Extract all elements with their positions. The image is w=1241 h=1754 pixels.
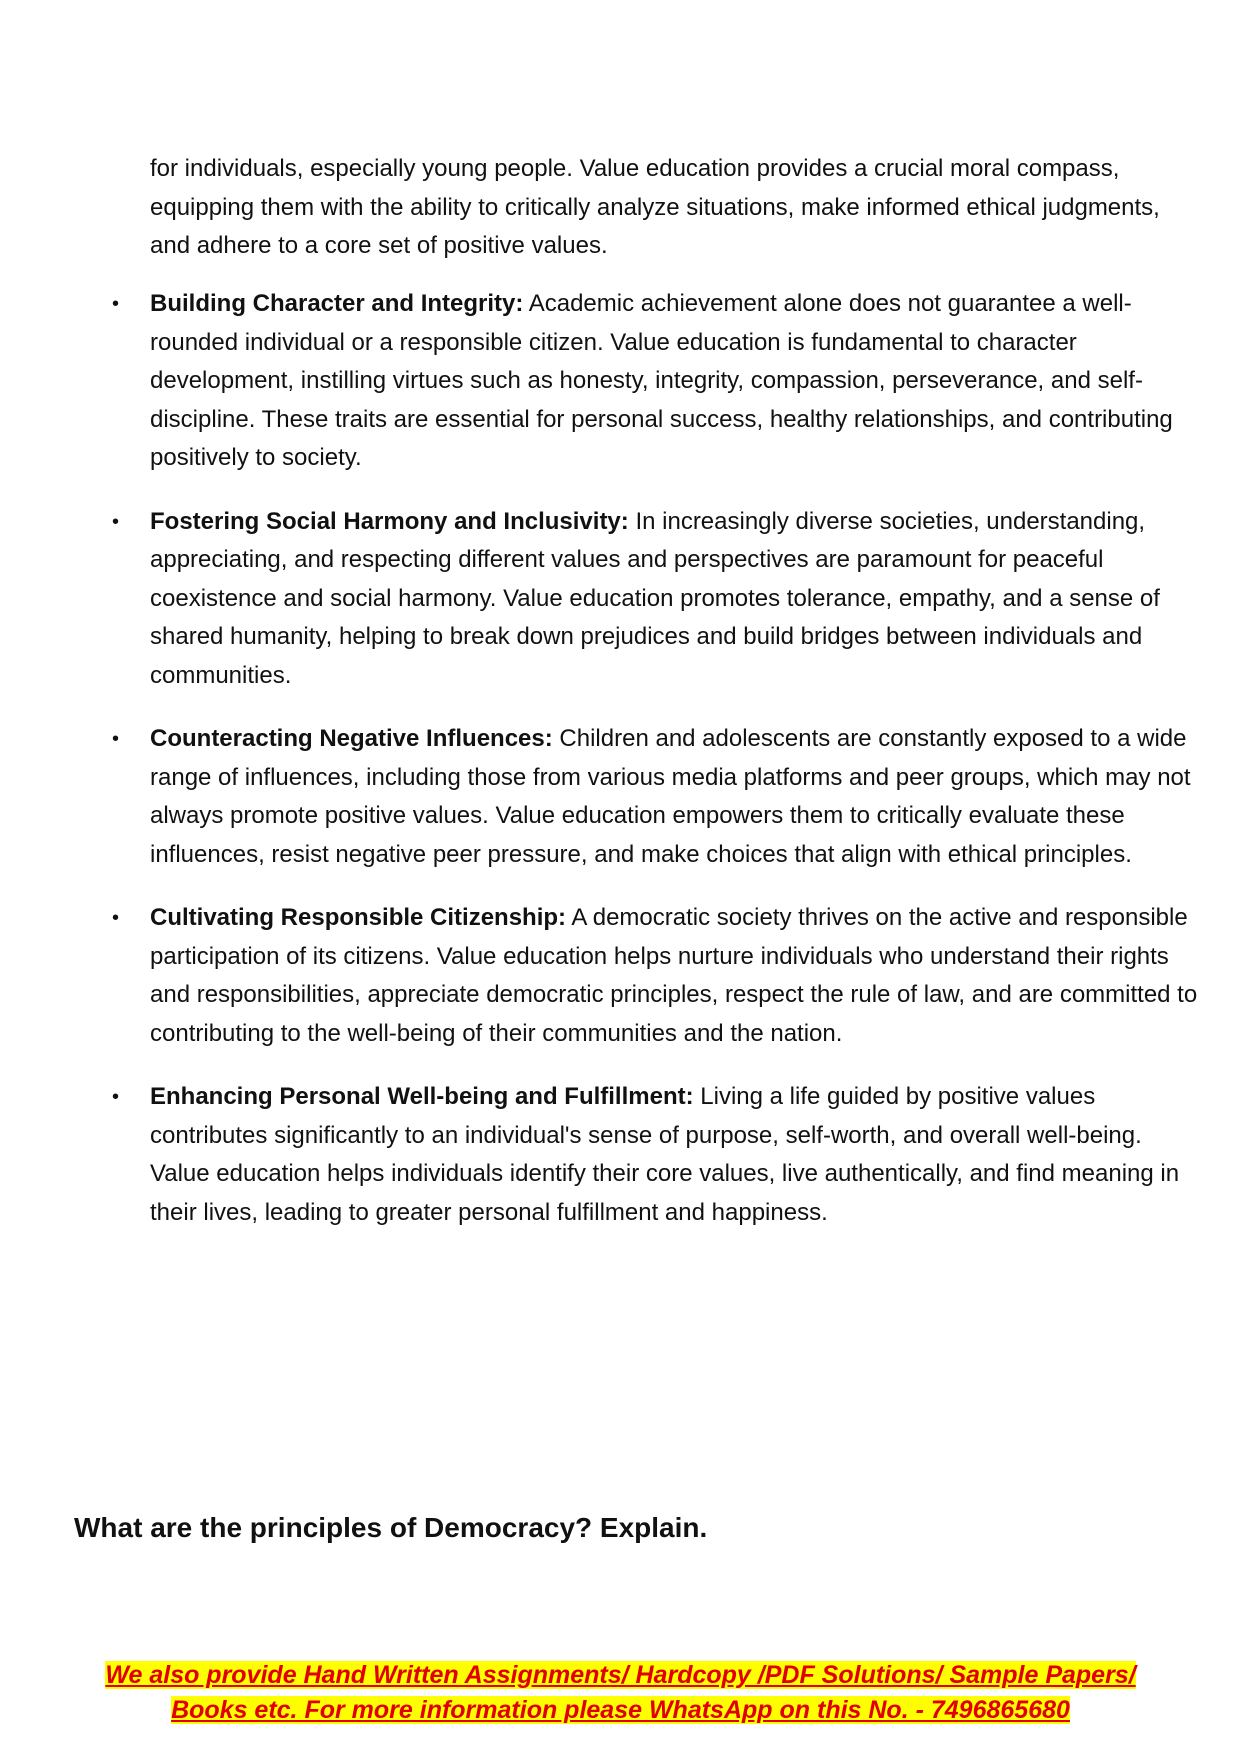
bullet-icon: • (112, 728, 120, 750)
promo-line-1: We also provide Hand Written Assignments/ Hardcopy /PDF Solutions/ Sample Papers/ (105, 1661, 1136, 1689)
bullet-list (108, 285, 1198, 1257)
bullet-title: Building Character and Integrity: (150, 290, 524, 317)
intro-paragraph: for individuals, especially young people. Value education provides a crucial moral compass, equipping them with the ability to critically analyze situations, make informed ethical judgments, and adhere to a core set of positive values. (150, 155, 1160, 259)
list-item (108, 285, 1198, 478)
question-heading: What are the principles of Democracy? Explain. (74, 1512, 708, 1543)
list-item (108, 899, 1198, 1053)
list-item (108, 1078, 1198, 1232)
bullet-title: Enhancing Personal Well-being and Fulfillment: (150, 1083, 694, 1110)
bullet-title: Cultivating Responsible Citizenship: (150, 904, 567, 931)
promo-banner (0, 1658, 1241, 1728)
list-item (108, 720, 1198, 874)
promo-line-2: Books etc. For more information please WhatsApp on this No. - 7496865680 (171, 1696, 1070, 1724)
bullet-text: Living a life guided by positive values contributes significantly to an individual's sense of purpose, self-worth, and overall well-being. Value education helps individuals identify their core values, live authentically, and find meaning in their lives, leading to greater personal fulfillment and happiness. (150, 1083, 1180, 1226)
list-item (108, 503, 1198, 696)
bullet-icon: • (112, 907, 120, 929)
bullet-text: A democratic society thrives on the active and responsible participation of its citizens. Value education helps nurture individuals who understand their rights and responsibilities, appreciate democratic principles, respect the rule of law, and are committed to contributing to the well-being of their communities and the nation. (150, 904, 1198, 1047)
bullet-title: Counteracting Negative Influences: (150, 725, 553, 752)
bullet-icon: • (112, 293, 120, 315)
bullet-text: Academic achievement alone does not guarantee a well-rounded individual or a responsible citizen. Value education is fundamental to character development, instilling virtues such as honesty, integrity, compassion, perseverance, and self-discipline. These traits are essential for personal success, healthy relationships, and contributing positively to society. (150, 290, 1173, 471)
bullet-title: Fostering Social Harmony and Inclusivity: (150, 507, 629, 535)
bullet-text: In increasingly diverse societies, understanding, appreciating, and respecting different values and perspectives are paramount for peaceful coexistence and social harmony. Value education promotes tolerance, empathy, and a sense of shared humanity, helping to break down prejudices and build bridges between individuals and communities. (150, 507, 1160, 689)
bullet-icon: • (112, 510, 120, 533)
bullet-text: Children and adolescents are constantly exposed to a wide range of influences, including those from various media platforms and peer groups, which may not always promote positive values. Value education empowers them to critically evaluate these influences, resist negative peer pressure, and make choices that align with ethical principles. (150, 725, 1191, 868)
bullet-icon: • (112, 1086, 120, 1108)
